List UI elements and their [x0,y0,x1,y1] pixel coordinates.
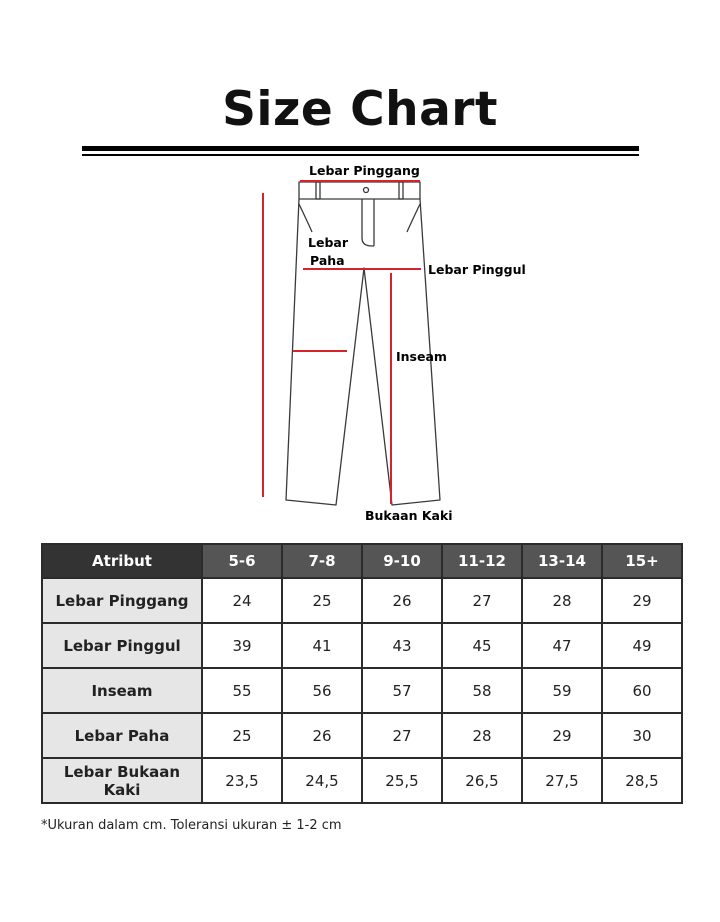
table-cell: 26 [282,713,362,758]
table-cell: 55 [202,668,282,713]
table-cell: 23,5 [202,758,282,803]
table-cell: 26,5 [442,758,522,803]
table-cell: 24 [202,578,282,623]
row-label: Lebar Pinggul [42,623,202,668]
leg-opening-label: Bukaan Kaki [365,508,453,523]
table-cell: 58 [442,668,522,713]
table-cell: 25 [202,713,282,758]
table-cell: 29 [602,578,682,623]
table-cell: 41 [282,623,362,668]
row-label: Lebar Bukaan Kaki [42,758,202,803]
table-cell: 60 [602,668,682,713]
pants-outline [286,182,440,505]
thigh-label-line2: Paha [310,253,345,268]
table-row [42,713,682,758]
row-label: Lebar Paha [42,713,202,758]
header-attribute: Atribut [42,544,202,578]
table-row [42,668,682,713]
table-cell: 27 [362,713,442,758]
header-size: 5-6 [202,544,282,578]
size-table [41,543,683,804]
waist-label: Lebar Pinggang [309,163,420,178]
table-cell: 26 [362,578,442,623]
table-cell: 49 [602,623,682,668]
row-label: Lebar Pinggang [42,578,202,623]
table-cell: 24,5 [282,758,362,803]
table-cell: 47 [522,623,602,668]
thigh-label-line1: Lebar [308,235,348,250]
inseam-label: Inseam [396,349,447,364]
table-cell: 28 [522,578,602,623]
table-cell: 30 [602,713,682,758]
header-size: 7-8 [282,544,362,578]
row-label: Inseam [42,668,202,713]
hip-label: Lebar Pinggul [428,262,526,277]
table-cell: 27,5 [522,758,602,803]
table-cell: 28 [442,713,522,758]
table-header-row [42,544,682,578]
header-size: 13-14 [522,544,602,578]
table-cell: 39 [202,623,282,668]
header-size: 9-10 [362,544,442,578]
header-size: 15+ [602,544,682,578]
header-size: 11-12 [442,544,522,578]
table-row [42,578,682,623]
table-row [42,623,682,668]
table-cell: 43 [362,623,442,668]
page-title: Size Chart [222,82,498,137]
table-row [42,758,682,803]
size-tolerance-note: *Ukuran dalam cm. Toleransi ukuran ± 1-2 cm [41,818,342,833]
table-cell: 27 [442,578,522,623]
table-cell: 59 [522,668,602,713]
table-cell: 25 [282,578,362,623]
table-cell: 45 [442,623,522,668]
table-cell: 29 [522,713,602,758]
table-cell: 25,5 [362,758,442,803]
table-cell: 28,5 [602,758,682,803]
table-cell: 56 [282,668,362,713]
table-cell: 57 [362,668,442,713]
